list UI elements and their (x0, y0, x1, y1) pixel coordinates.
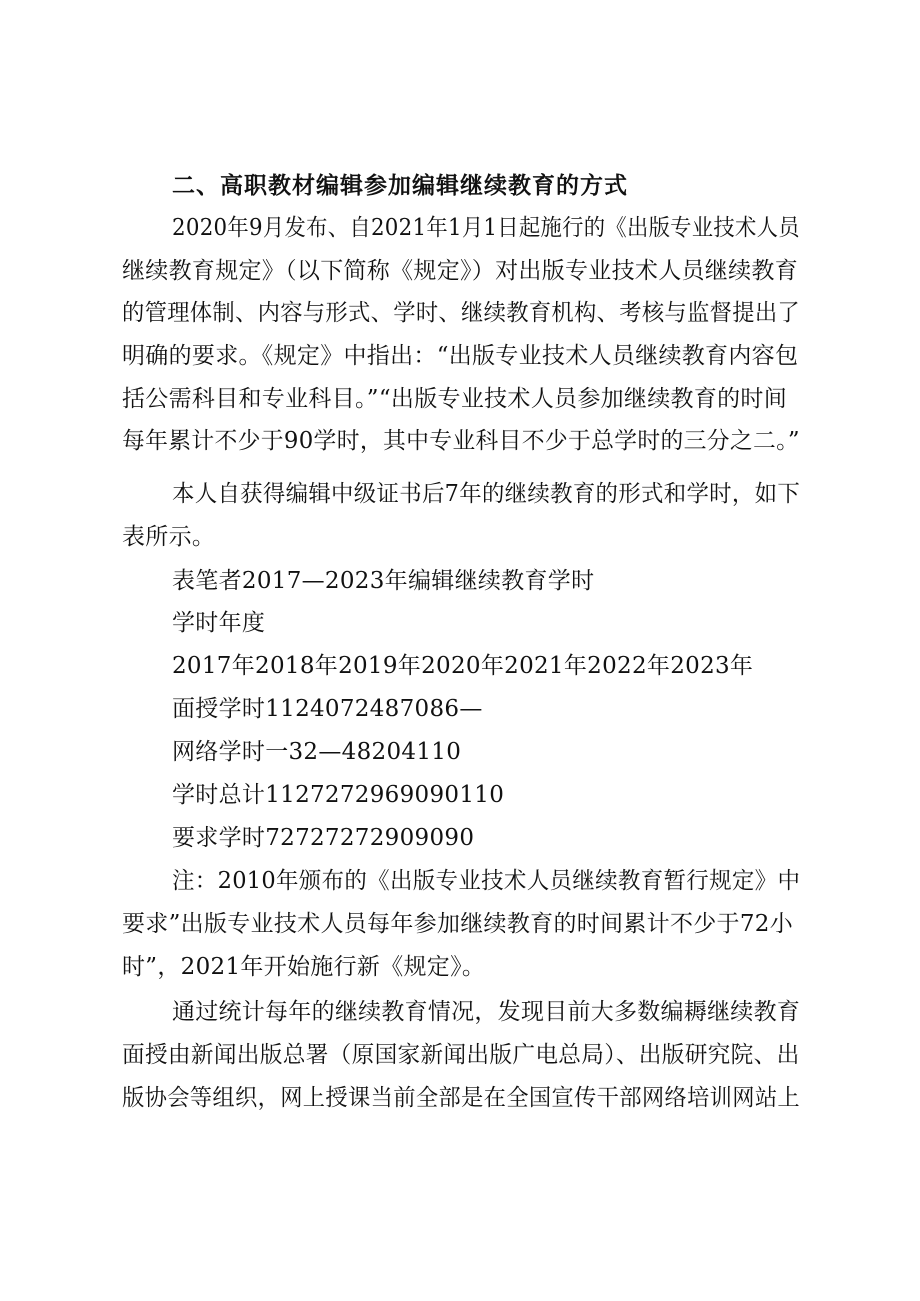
note-line-1: 注：2010年颁布的《出版专业技术人员继续教育暂行规定》中 (172, 868, 801, 894)
paragraph-1-line-2: 继续教育规定》（以下简称《规定》）对出版专业技术人员继续教育 (122, 258, 798, 284)
paragraph-1-line-1: 2020年9月发布、自2021年1月1日起施行的《出版专业技术人员 (172, 215, 800, 241)
table-required-row: 要求学时72727272909090 (172, 825, 475, 851)
paragraph-3-line-3: 版协会等组织，网上授课当前全部是在全国宣传干部网络培训网站上 (122, 1085, 801, 1111)
table-total-row: 学时总计1127272969090110 (172, 782, 505, 808)
paragraph-1-line-5: 括公需科目和专业科目。”“出版专业技术人员参加继续教育的时间 (122, 386, 788, 412)
paragraph-1-line-4: 明确的要求。《规定》中指出：“出版专业技术人员继续教育内容包 (122, 343, 799, 369)
table-header-label: 学时年度 (172, 610, 266, 636)
paragraph-3-line-1: 通过统计每年的继续教育情况，发现目前大多数编耨继续教育 (172, 999, 801, 1025)
note-line-3: 时”，2021年开始施行新《规定》。 (122, 954, 486, 980)
paragraph-2-line-2: 表所示。 (122, 524, 216, 550)
paragraph-3-line-2: 面授由新闻出版总署（原国家新闻出版广电总局）、出版研究院、出 (122, 1042, 800, 1068)
paragraph-1-line-3: 的管理体制、内容与形式、学时、继续教育机构、考核与监督提出了 (122, 300, 801, 326)
table-caption: 表笔者2017—2023年编辑继续教育学时 (172, 568, 595, 594)
section-heading: 二、高职教材编辑参加编辑继续教育的方式 (172, 172, 628, 199)
table-online-row: 网络学时一32—48204110 (172, 739, 462, 765)
paragraph-1-line-6: 每年累计不少于90学时，其中专业科目不少于总学时的三分之二。” (122, 428, 800, 454)
table-face-to-face-row: 面授学时1124072487086— (172, 696, 483, 722)
paragraph-2-line-1: 本人自获得编辑中级证书后7年的继续教育的形式和学时，如下 (172, 481, 801, 507)
note-line-2: 要求”出版专业技术人员每年参加继续教育的时间累计不少于72小 (122, 911, 794, 937)
table-years-row: 2017年2018年2019年2020年2021年2022年2023年 (172, 653, 754, 679)
